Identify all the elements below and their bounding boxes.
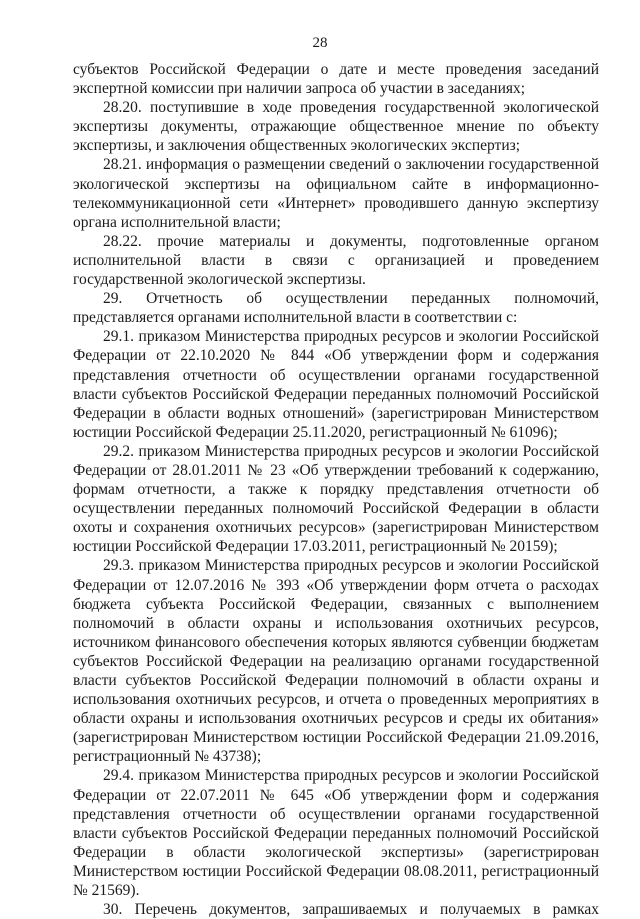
page-number: 28 <box>312 35 328 51</box>
document-body <box>73 60 599 919</box>
paragraph-29-1: 29.1. приказом Министерства природных ресурсов и экологии Российской Федерации от 22.10.2020 № 844 «Об утверждении форм и содержания представления отчетности об осуществлении органами государственной власти субъектов Российской Федерации переданных полномочий Российской Федерации в области водных отношений» (зарегистрирован Министерством юстиции Российской Федерации 25.11.2020, регистрационный № 61096); <box>73 328 599 441</box>
paragraph-28-20: 28.20. поступившие в ходе проведения государственной экологической экспертизы документы, отражающие общественное мнение по объекту экспертизы, и заключения общественных экологических экспертиз; <box>73 99 599 155</box>
paragraph-continuation: субъектов Российской Федерации о дате и месте проведения заседаний экспертной комиссии при наличии запроса об участии в заседаниях; <box>73 61 599 98</box>
paragraph-30: 30. Перечень документов, запрашиваемых и получаемых в рамках <box>103 901 599 919</box>
paragraph-28-22: 28.22. прочие материалы и документы, подготовленные органом исполнительной власти в связи с организацией и проведением государственной экологической экспертизы. <box>73 232 599 289</box>
paragraph-29: 29. Отчетность об осуществлении переданных полномочий, представляется органами исполнительной власти в соответствии с: <box>73 290 599 327</box>
paragraph-29-3: 29.3. приказом Министерства природных ресурсов и экологии Российской Федерации от 12.07.2016 № 393 «Об утверждении форм отчета о расходах бюджета субъекта Российской Федерации, связанных с выполнением полномочий в области охраны и использования охотничьих ресурсов, источником финансового обеспечения которых являются субвенции бюджетам субъектов Российской Федерации на реализацию органами государственной власти субъектов Российской Федерации полномочий в области охраны и использования охотничьих ресурсов, и отчета о проведенных мероприятиях в области охраны и использования охотничьих ресурсов и среды их обитания» (зарегистрирован Министерством юстиции Российской Федерации 21.09.2016, регистрационный № 43738); <box>73 557 599 766</box>
paragraph-29-4: 29.4. приказом Министерства природных ресурсов и экологии Российской Федерации от 22.07.2011 № 645 «Об утверждении форм и содержания представления отчетности об осуществлении органами государственной власти субъектов Российской Федерации переданных полномочий Российской Федерации в области экологической экспертизы» (зарегистрирован Министерством юстиции Российской Федерации 08.08.2011, регистрационный № 21569). <box>73 767 599 900</box>
paragraph-28-21: 28.21. информация о размещении сведений о заключении государственной экологической экспертизы на официальном сайте в информационно-телекоммуникационной сети «Интернет» проводившего данную экспертизу органа исполнительной власти; <box>73 156 599 231</box>
paragraph-29-2: 29.2. приказом Министерства природных ресурсов и экологии Российской Федерации от 28.01.2011 № 23 «Об утверждении требований к содержанию, формам отчетности, а также к порядку представления отчетности об осуществлении переданных полномочий Российской Федерации в области охоты и сохранения охотничьих ресурсов» (зарегистрирован Министерством юстиции Российской Федерации 17.03.2011, регистрационный № 20159); <box>73 442 599 556</box>
